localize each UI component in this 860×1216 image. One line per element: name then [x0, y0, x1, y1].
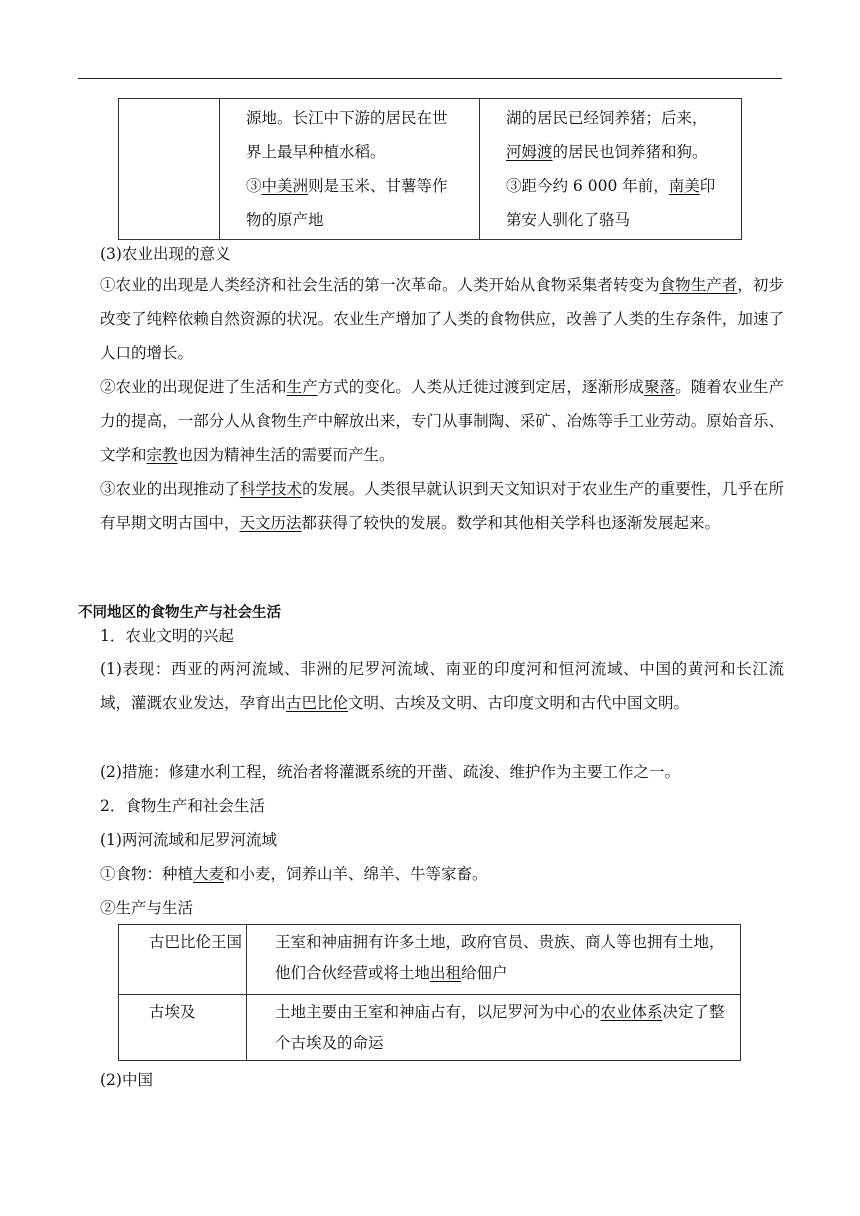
underlined-answer: 天文历法	[239, 514, 302, 532]
table-cell-babylon: 古巴比伦王国	[119, 925, 247, 995]
paragraph-measures: (2)措施：修建水利工程，统治者将灌溉系统的开凿、疏浚、维护作为主要工作之一。	[100, 763, 680, 781]
underlined-answer: 南美	[668, 177, 700, 195]
underlined-answer: 出租	[430, 964, 462, 982]
land-system-table	[118, 924, 741, 1061]
paragraph-food: ①食物：种植大麦和小麦，饲养山羊、绵羊、牛等家畜。	[100, 865, 488, 883]
table-cell-egypt-desc: 土地主要由王室和神庙占有，以尼罗河为中心的农业体系决定了整个古埃及的命运	[247, 995, 741, 1061]
underlined-answer: 古巴比伦	[286, 694, 349, 712]
underlined-answer: 河姆渡	[506, 143, 553, 161]
underlined-answer: 聚落	[644, 378, 676, 396]
paragraph-manifestation: (1)表现：西亚的两河流域、非洲的尼罗河流域、南亚的印度河和恒河流域、中国的黄河和长江流域，灌溉农业发达，孕育出古巴比伦文明、古埃及文明、古印度文明和古代中国文明。	[100, 660, 784, 712]
table-cell-egypt: 古埃及	[119, 995, 247, 1061]
paragraph-science-tech: ③农业的出现推动了科学技术的发展。人类很早就认识到天文知识对于农业生产的重要性，几乎在所有早期文明古国中，天文历法都获得了较快的发展。数学和其他相关学科也逐渐发展起来。	[100, 480, 784, 532]
underlined-answer: 大麦	[193, 865, 225, 883]
underlined-answer: 中美洲	[261, 177, 309, 195]
heading-food-production: 2．食物生产和社会生活	[100, 797, 265, 815]
heading-agricultural-civilization: 1．农业文明的兴起	[100, 627, 234, 645]
subheading-production-life: ②生产与生活	[100, 899, 194, 917]
table-cell-livestock: 湖的居民已经饲养猪；后来， 河姆渡的居民也饲养猪和狗。 ③距今约 6 000 年前，南美印 第安人驯化了骆马	[480, 99, 742, 240]
underlined-answer: 宗教	[146, 446, 178, 464]
table-cell-babylon-desc: 王室和神庙拥有许多土地，政府官员、贵族、商人等也拥有土地，他们合伙经营或将土地出租给佃户	[247, 925, 741, 995]
table-cell-empty	[119, 99, 220, 240]
subheading-significance: (3)农业出现的意义	[100, 245, 231, 263]
paragraph-lifestyle-change: ②农业的出现促进了生活和生产方式的变化。人类从迁徙过渡到定居，逐渐形成聚落。随着农业生产力的提高，一部分人从食物生产中解放出来，专门从事制陶、采矿、冶炼等手工业劳动。原始音乐、文学和宗教也因为精神生活的需要而产生。	[100, 378, 784, 464]
underlined-answer: 农业体系	[600, 1003, 663, 1021]
underlined-answer: 食物生产者	[659, 276, 738, 294]
paragraph-first-revolution: ①农业的出现是人类经济和社会生活的第一次革命。人类开始从食物采集者转变为食物生产者，初步改变了纯粹依赖自然资源的状况。农业生产增加了人类的食物供应，改善了人类的生存条件，加速了人口的增长。	[100, 276, 784, 362]
subheading-river-valleys: (1)两河流域和尼罗河流域	[100, 831, 277, 849]
underlined-answer: 生产	[286, 378, 318, 396]
header-rule	[78, 78, 782, 79]
underlined-answer: 科学技术	[239, 480, 303, 498]
section-title: 不同地区的食物生产与社会生活	[78, 605, 281, 621]
subheading-china: (2)中国	[100, 1071, 153, 1089]
table-cell-crops: 源地。长江中下游的居民在世 界上最早种植水稻。 ③中美洲则是玉米、甘薯等作 物的原产地	[220, 99, 480, 240]
crop-origin-table	[118, 98, 742, 240]
